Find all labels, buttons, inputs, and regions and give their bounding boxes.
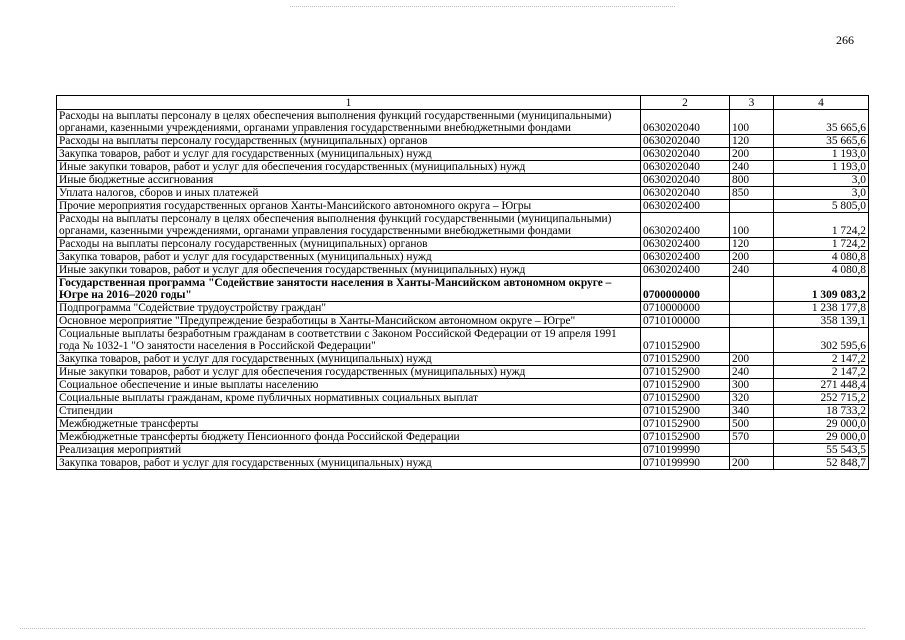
row-code-cell: 0630202400 (641, 200, 730, 213)
row-type-cell: 200 (730, 251, 774, 264)
row-sum-cell: 29 000,0 (774, 418, 869, 431)
budget-table (56, 95, 869, 470)
row-name-cell: Расходы на выплаты персоналу в целях обеспечения выполнения функций государственными (муниципальными) органами, казенными учреждениями, органами управления государственными внебюджетными фондами (57, 110, 641, 135)
row-code-cell: 0630202040 (641, 187, 730, 200)
row-name-cell: Социальные выплаты гражданам, кроме публичных нормативных социальных выплат (57, 392, 641, 405)
table-row (57, 315, 869, 328)
row-name-cell: Социальное обеспечение и иные выплаты населению (57, 379, 641, 392)
table-row (57, 302, 869, 315)
row-type-cell (730, 200, 774, 213)
row-name-cell: Закупка товаров, работ и услуг для государственных (муниципальных) нужд (57, 251, 641, 264)
row-sum-cell: 52 848,7 (774, 457, 869, 470)
row-type-cell (730, 315, 774, 328)
row-type-cell: 240 (730, 161, 774, 174)
row-code-cell: 0630202040 (641, 174, 730, 187)
table-row (57, 135, 869, 148)
header-col-2: 2 (641, 96, 730, 110)
row-code-cell: 0710100000 (641, 315, 730, 328)
row-name-cell: Социальные выплаты безработным гражданам в соответствии с Законом Российской Федерации от 19 апреля 1991 года № 1032-1 "О занятости населения в Российской Федерации" (57, 328, 641, 353)
row-name-cell: Межбюджетные трансферты (57, 418, 641, 431)
row-code-cell: 0710152900 (641, 379, 730, 392)
row-code-cell: 0630202400 (641, 213, 730, 238)
table-row (57, 431, 869, 444)
table-row (57, 444, 869, 457)
header-col-3: 3 (730, 96, 774, 110)
row-type-cell: 100 (730, 213, 774, 238)
table-row (57, 418, 869, 431)
row-code-cell: 0710152900 (641, 418, 730, 431)
table-row (57, 264, 869, 277)
row-code-cell: 0710152900 (641, 328, 730, 353)
row-code-cell: 0630202400 (641, 251, 730, 264)
table-row (57, 379, 869, 392)
table-row (57, 328, 869, 353)
row-sum-cell: 1 238 177,8 (774, 302, 869, 315)
table-row (57, 392, 869, 405)
row-sum-cell: 3,0 (774, 187, 869, 200)
row-code-cell: 0630202040 (641, 135, 730, 148)
header-col-4: 4 (774, 96, 869, 110)
row-code-cell: 0630202400 (641, 238, 730, 251)
row-code-cell: 0630202040 (641, 161, 730, 174)
row-sum-cell: 29 000,0 (774, 431, 869, 444)
row-type-cell: 200 (730, 353, 774, 366)
table-row (57, 251, 869, 264)
table-row (57, 405, 869, 418)
row-name-cell: Стипендии (57, 405, 641, 418)
row-code-cell: 0630202400 (641, 264, 730, 277)
table-row (57, 187, 869, 200)
row-sum-cell: 358 139,1 (774, 315, 869, 328)
table-row (57, 457, 869, 470)
scan-artifact-bottom (20, 628, 865, 629)
row-type-cell: 100 (730, 110, 774, 135)
table-header-row (57, 96, 869, 110)
row-sum-cell: 35 665,6 (774, 135, 869, 148)
row-type-cell: 120 (730, 135, 774, 148)
row-code-cell: 0630202040 (641, 110, 730, 135)
row-name-cell: Прочие мероприятия государственных органов Ханты-Мансийского автономного округа – Югры (57, 200, 641, 213)
table-row (57, 277, 869, 302)
row-type-cell (730, 328, 774, 353)
row-type-cell: 300 (730, 379, 774, 392)
row-type-cell: 200 (730, 148, 774, 161)
row-name-cell: Межбюджетные трансферты бюджету Пенсионного фонда Российской Федерации (57, 431, 641, 444)
page-number: 266 (836, 33, 854, 47)
row-name-cell: Закупка товаров, работ и услуг для государственных (муниципальных) нужд (57, 353, 641, 366)
row-sum-cell: 1 724,2 (774, 213, 869, 238)
row-sum-cell: 271 448,4 (774, 379, 869, 392)
table-row (57, 353, 869, 366)
row-sum-cell: 2 147,2 (774, 353, 869, 366)
row-type-cell: 200 (730, 457, 774, 470)
table-row (57, 238, 869, 251)
row-sum-cell: 302 595,6 (774, 328, 869, 353)
row-name-cell: Закупка товаров, работ и услуг для государственных (муниципальных) нужд (57, 457, 641, 470)
row-code-cell: 0710152900 (641, 366, 730, 379)
row-name-cell: Расходы на выплаты персоналу в целях обеспечения выполнения функций государственными (муниципальными) органами, казенными учреждениями, органами управления государственными внебюджетными фондами (57, 213, 641, 238)
row-sum-cell: 55 543,5 (774, 444, 869, 457)
row-sum-cell: 18 733,2 (774, 405, 869, 418)
row-name-cell: Основное мероприятие "Предупреждение безработицы в Ханты-Мансийском автономном округе – Югре" (57, 315, 641, 328)
row-code-cell: 0710199990 (641, 457, 730, 470)
table-row (57, 213, 869, 238)
row-type-cell (730, 277, 774, 302)
row-code-cell: 0710152900 (641, 405, 730, 418)
row-code-cell: 0710199990 (641, 444, 730, 457)
row-sum-cell: 4 080,8 (774, 264, 869, 277)
scan-artifact-top (290, 6, 675, 7)
row-type-cell: 500 (730, 418, 774, 431)
row-sum-cell: 2 147,2 (774, 366, 869, 379)
row-type-cell: 120 (730, 238, 774, 251)
row-sum-cell: 35 665,6 (774, 110, 869, 135)
header-col-1: 1 (57, 96, 641, 110)
table-body (57, 110, 869, 470)
row-code-cell: 0710152900 (641, 431, 730, 444)
row-code-cell: 0710000000 (641, 302, 730, 315)
table-row (57, 200, 869, 213)
row-type-cell: 800 (730, 174, 774, 187)
row-type-cell: 240 (730, 264, 774, 277)
row-sum-cell: 4 080,8 (774, 251, 869, 264)
row-name-cell: Подпрограмма "Содействие трудоустройству граждан" (57, 302, 641, 315)
row-sum-cell: 5 805,0 (774, 200, 869, 213)
row-code-cell: 0630202040 (641, 148, 730, 161)
table-row (57, 148, 869, 161)
row-sum-cell: 3,0 (774, 174, 869, 187)
row-name-cell: Иные закупки товаров, работ и услуг для обеспечения государственных (муниципальных) нужд (57, 264, 641, 277)
row-code-cell: 0700000000 (641, 277, 730, 302)
row-name-cell: Расходы на выплаты персоналу государственных (муниципальных) органов (57, 238, 641, 251)
row-code-cell: 0710152900 (641, 353, 730, 366)
row-type-cell: 850 (730, 187, 774, 200)
row-sum-cell: 1 309 083,2 (774, 277, 869, 302)
row-name-cell: Государственная программа "Содействие занятости населения в Ханты-Мансийском автономном округе – Югре на 2016–2020 годы" (57, 277, 641, 302)
row-sum-cell: 1 724,2 (774, 238, 869, 251)
row-name-cell: Закупка товаров, работ и услуг для государственных (муниципальных) нужд (57, 148, 641, 161)
row-type-cell: 240 (730, 366, 774, 379)
row-sum-cell: 1 193,0 (774, 161, 869, 174)
row-name-cell: Иные закупки товаров, работ и услуг для обеспечения государственных (муниципальных) нужд (57, 366, 641, 379)
row-sum-cell: 252 715,2 (774, 392, 869, 405)
row-name-cell: Иные закупки товаров, работ и услуг для обеспечения государственных (муниципальных) нужд (57, 161, 641, 174)
row-type-cell (730, 302, 774, 315)
row-name-cell: Уплата налогов, сборов и иных платежей (57, 187, 641, 200)
table-row (57, 366, 869, 379)
row-code-cell: 0710152900 (641, 392, 730, 405)
row-name-cell: Реализация мероприятий (57, 444, 641, 457)
row-type-cell: 320 (730, 392, 774, 405)
table-row (57, 174, 869, 187)
table-row (57, 161, 869, 174)
table-row (57, 110, 869, 135)
row-sum-cell: 1 193,0 (774, 148, 869, 161)
row-type-cell: 570 (730, 431, 774, 444)
row-name-cell: Иные бюджетные ассигнования (57, 174, 641, 187)
row-type-cell (730, 444, 774, 457)
row-type-cell: 340 (730, 405, 774, 418)
row-name-cell: Расходы на выплаты персоналу государственных (муниципальных) органов (57, 135, 641, 148)
